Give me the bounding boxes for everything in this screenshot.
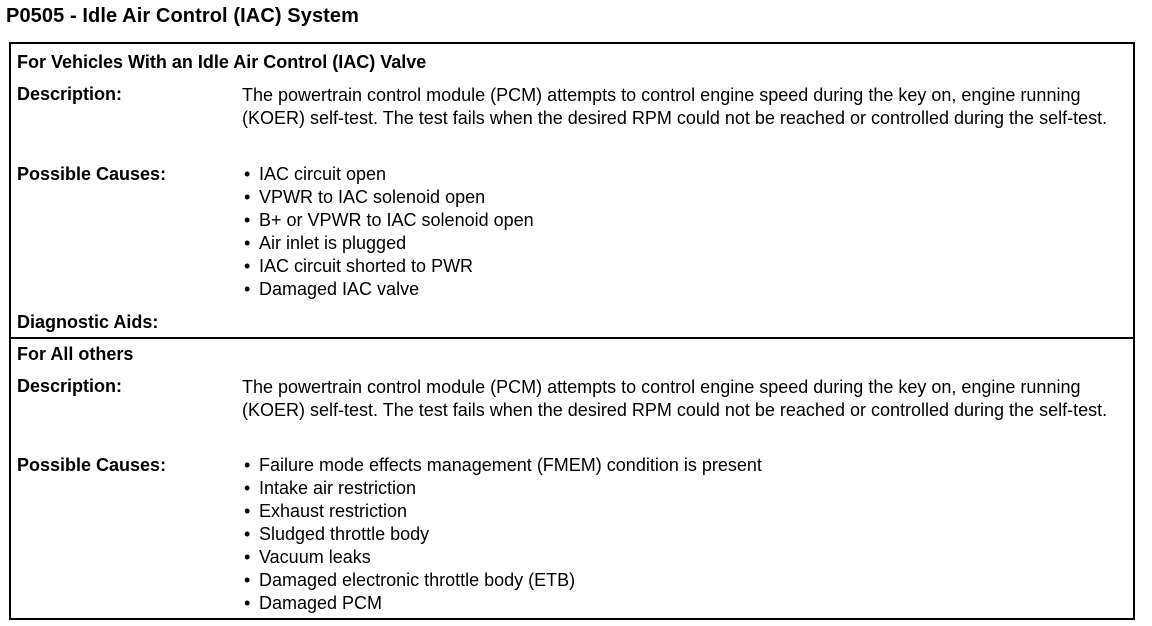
bullet: •: [244, 478, 251, 498]
possible-causes-label: Possible Causes:: [17, 455, 167, 475]
description-text: The powertrain control module (PCM) attempts to control engine speed during the key on, engine running (KOER) self-test. The test fails when the desired RPM could not be reached or controlled during the self-test.: [242, 377, 1108, 420]
list-item: • Damaged IAC valve: [244, 279, 420, 299]
dtc-table: [9, 42, 1135, 620]
diagnostic-aids-label: Diagnostic Aids:: [17, 312, 159, 332]
bullet: •: [244, 187, 251, 207]
bullet: •: [244, 547, 251, 567]
section-all-others: [11, 337, 1133, 620]
description-label: Description:: [17, 84, 123, 104]
page-title: P0505 - Idle Air Control (IAC) System: [6, 5, 360, 27]
list-item: • Vacuum leaks: [244, 547, 371, 567]
possible-causes-list: [242, 163, 534, 301]
description-label: Description:: [17, 376, 123, 396]
list-item: • Failure mode effects management (FMEM) condition is present: [244, 455, 762, 475]
bullet: •: [244, 233, 251, 253]
section-heading: For All others: [17, 344, 134, 364]
list-item: • Damaged electronic throttle body (ETB): [244, 570, 576, 590]
list-item: • B+ or VPWR to IAC solenoid open: [244, 210, 534, 230]
list-item: • Exhaust restriction: [244, 501, 408, 521]
bullet: •: [244, 455, 251, 475]
bullet: •: [244, 501, 251, 521]
bullet: •: [244, 524, 251, 544]
bullet: •: [244, 256, 251, 276]
description-text: The powertrain control module (PCM) attempts to control engine speed during the key on, engine running (KOER) self-test. The test fails when the desired RPM could not be reached or controlled during the self-test.: [242, 85, 1108, 128]
bullet: •: [244, 164, 251, 184]
list-item: • Air inlet is plugged: [244, 233, 407, 253]
possible-causes-label: Possible Causes:: [17, 164, 167, 184]
section-iac-valve: [11, 44, 1133, 337]
bullet: •: [244, 210, 251, 230]
possible-causes-list: [242, 454, 762, 615]
list-item: • VPWR to IAC solenoid open: [244, 187, 486, 207]
list-item: • Damaged PCM: [244, 593, 383, 613]
list-item: • IAC circuit open: [244, 164, 387, 184]
bullet: •: [244, 279, 251, 299]
bullet: •: [244, 593, 251, 613]
bullet: •: [244, 570, 251, 590]
list-item: • Sludged throttle body: [244, 524, 430, 544]
list-item: • Intake air restriction: [244, 478, 417, 498]
list-item: • IAC circuit shorted to PWR: [244, 256, 474, 276]
section-heading: For Vehicles With an Idle Air Control (IAC) Valve: [17, 52, 427, 72]
